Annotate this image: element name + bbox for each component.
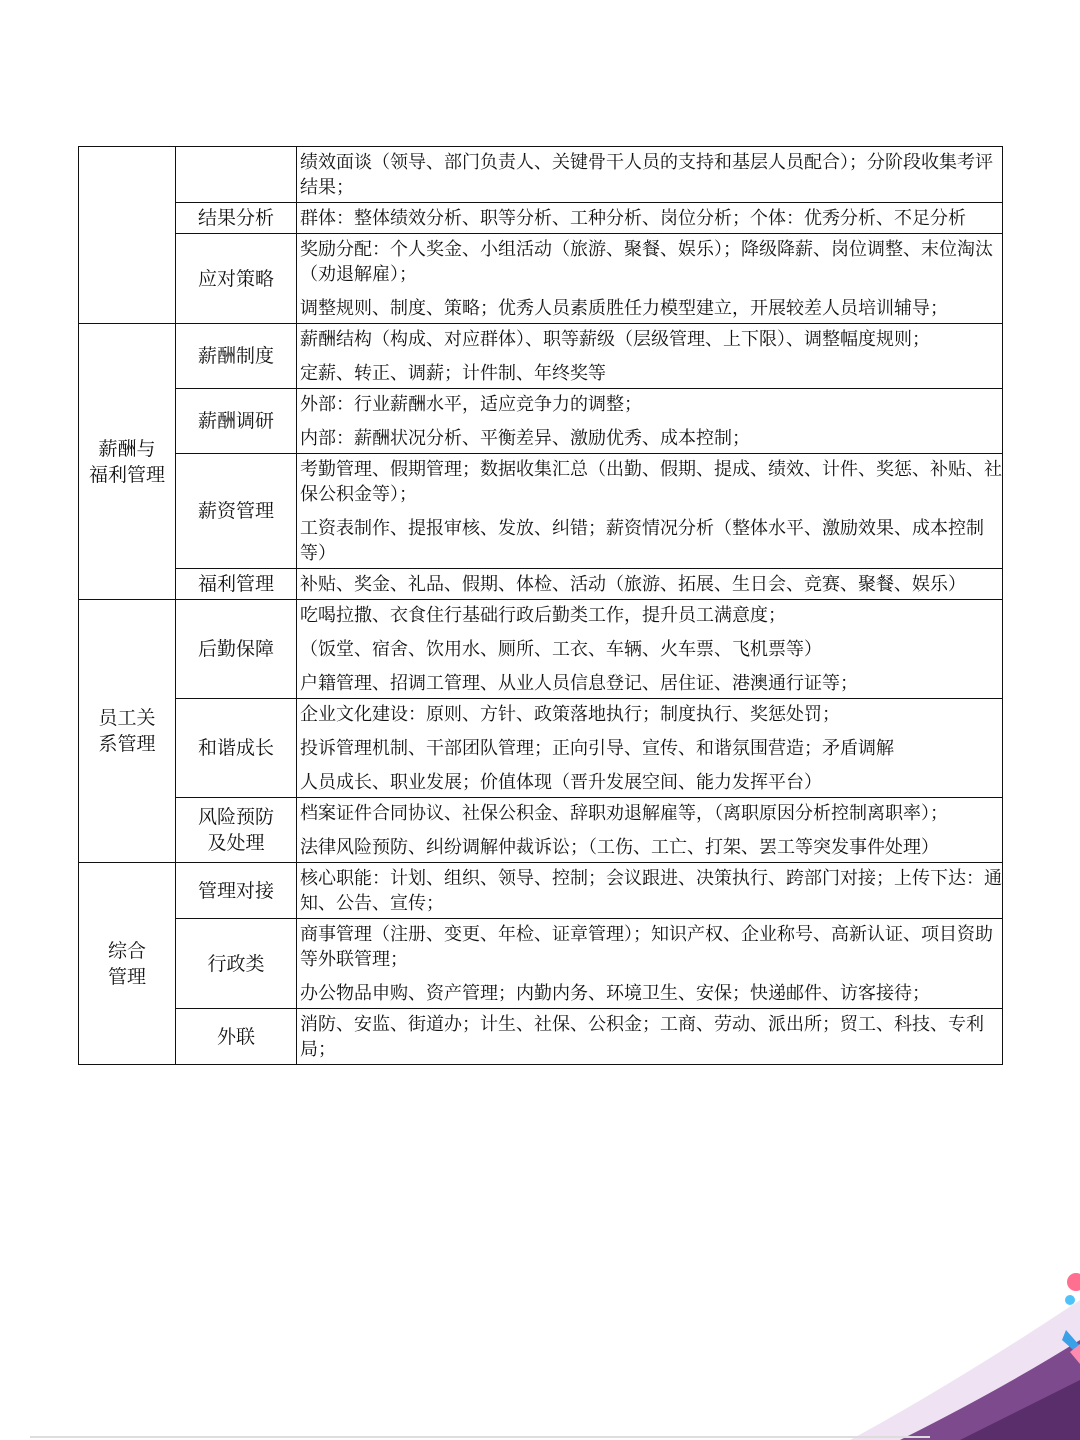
category-cell (79, 147, 176, 324)
content-line: 补贴、奖金、礼品、假期、体检、活动（旅游、拓展、生日会、竞赛、聚餐、娱乐） (300, 574, 966, 595)
content-line: 办公物品申购、资产管理；内勤内务、环境卫生、安保；快递邮件、访客接待； (300, 983, 930, 1004)
table-row (79, 1009, 1003, 1065)
subcategory-cell: 管理对接 (176, 863, 297, 919)
content-cell (297, 454, 1003, 569)
table-row (79, 863, 1003, 919)
subcategory-cell: 结果分析 (176, 203, 297, 234)
content-cell (297, 600, 1003, 699)
content-line: 内部：薪酬状况分析、平衡差异、激励优秀、成本控制； (300, 428, 750, 449)
content-cell (297, 147, 1003, 203)
content-line: 商事管理（注册、变更、年检、证章管理）；知识产权、企业称号、高新认证、项目资助等外联管理； (300, 924, 993, 970)
content-cell (297, 863, 1003, 919)
subcategory-cell: 薪资管理 (176, 454, 297, 569)
hr-management-table (78, 146, 1003, 1065)
content-cell (297, 798, 1003, 863)
table-row (79, 147, 1003, 203)
table-row (79, 600, 1003, 699)
table-row (79, 389, 1003, 454)
subcategory-cell: 行政类 (176, 919, 297, 1009)
table-row (79, 798, 1003, 863)
content-line: （饭堂、宿舍、饮用水、厕所、工衣、车辆、火车票、飞机票等） (300, 639, 822, 660)
content-line: 投诉管理机制、干部团队管理；正向引导、宣传、和谐氛围营造；矛盾调解 (300, 738, 894, 759)
category-cell: 综合 管理 (79, 863, 176, 1065)
table-row (79, 699, 1003, 798)
content-line: 定薪、转正、调薪；计件制、年终奖等 (300, 363, 606, 384)
table-row (79, 234, 1003, 324)
content-cell (297, 699, 1003, 798)
content-line: 企业文化建设：原则、方针、政策落地执行；制度执行、奖惩处罚； (300, 704, 840, 725)
content-line: 户籍管理、招调工管理、从业人员信息登记、居住证、港澳通行证等； (300, 673, 858, 694)
content-line: 绩效面谈（领导、部门负责人、关键骨干人员的支持和基层人员配合）；分阶段收集考评结果； (300, 152, 993, 198)
subcategory-cell: 风险预防 及处理 (176, 798, 297, 863)
category-cell: 薪酬与 福利管理 (79, 324, 176, 600)
content-cell (297, 203, 1003, 234)
subcategory-cell: 薪酬调研 (176, 389, 297, 454)
content-line: 法律风险预防、纠纷调解仲裁诉讼；（工伤、工亡、打架、罢工等突发事件处理） (300, 837, 939, 858)
subcategory-cell: 后勤保障 (176, 600, 297, 699)
subcategory-cell: 应对策略 (176, 234, 297, 324)
subcategory-cell (176, 147, 297, 203)
content-cell (297, 234, 1003, 324)
content-cell (297, 389, 1003, 454)
content-line: 档案证件合同协议、社保公积金、辞职劝退解雇等，（离职原因分析控制离职率）； (300, 803, 948, 824)
content-line: 工资表制作、提报审核、发放、纠错；薪资情况分析（整体水平、激励效果、成本控制等） (300, 518, 984, 564)
content-cell (297, 919, 1003, 1009)
content-cell (297, 324, 1003, 389)
content-line: 薪酬结构（构成、对应群体）、职等薪级（层级管理、上下限）、调整幅度规则； (300, 329, 930, 350)
subcategory-cell: 福利管理 (176, 569, 297, 600)
table-row (79, 919, 1003, 1009)
table-row (79, 569, 1003, 600)
table-row (79, 203, 1003, 234)
table-row (79, 324, 1003, 389)
content-line: 调整规则、制度、策略；优秀人员素质胜任力模型建立，开展较差人员培训辅导； (300, 298, 948, 319)
content-line: 吃喝拉撒、衣食住行基础行政后勤类工作，提升员工满意度； (300, 605, 786, 626)
category-cell: 员工关 系管理 (79, 600, 176, 863)
subcategory-cell: 和谐成长 (176, 699, 297, 798)
subcategory-cell: 薪酬制度 (176, 324, 297, 389)
content-line: 外部：行业薪酬水平，适应竞争力的调整； (300, 394, 642, 415)
content-line: 奖励分配：个人奖金、小组活动（旅游、聚餐、娱乐）；降级降薪、岗位调整、末位淘汰（劝退解雇）； (300, 239, 993, 285)
content-cell (297, 569, 1003, 600)
content-line: 考勤管理、假期管理；数据收集汇总（出勤、假期、提成、绩效、计件、奖惩、补贴、社保公积金等）； (300, 459, 1002, 505)
subcategory-cell: 外联 (176, 1009, 297, 1065)
table-row (79, 454, 1003, 569)
content-line: 核心职能：计划、组织、领导、控制；会议跟进、决策执行、跨部门对接；上传下达：通知、公告、宣传； (300, 868, 1002, 914)
content-line: 消防、安监、街道办；计生、社保、公积金；工商、劳动、派出所；贸工、科技、专利局； (300, 1014, 984, 1060)
content-cell (297, 1009, 1003, 1065)
content-line: 群体：整体绩效分析、职等分析、工种分析、岗位分析；个体：优秀分析、不足分析 (300, 208, 966, 229)
content-line: 人员成长、职业发展；价值体现（晋升发展空间、能力发挥平台） (300, 772, 822, 793)
